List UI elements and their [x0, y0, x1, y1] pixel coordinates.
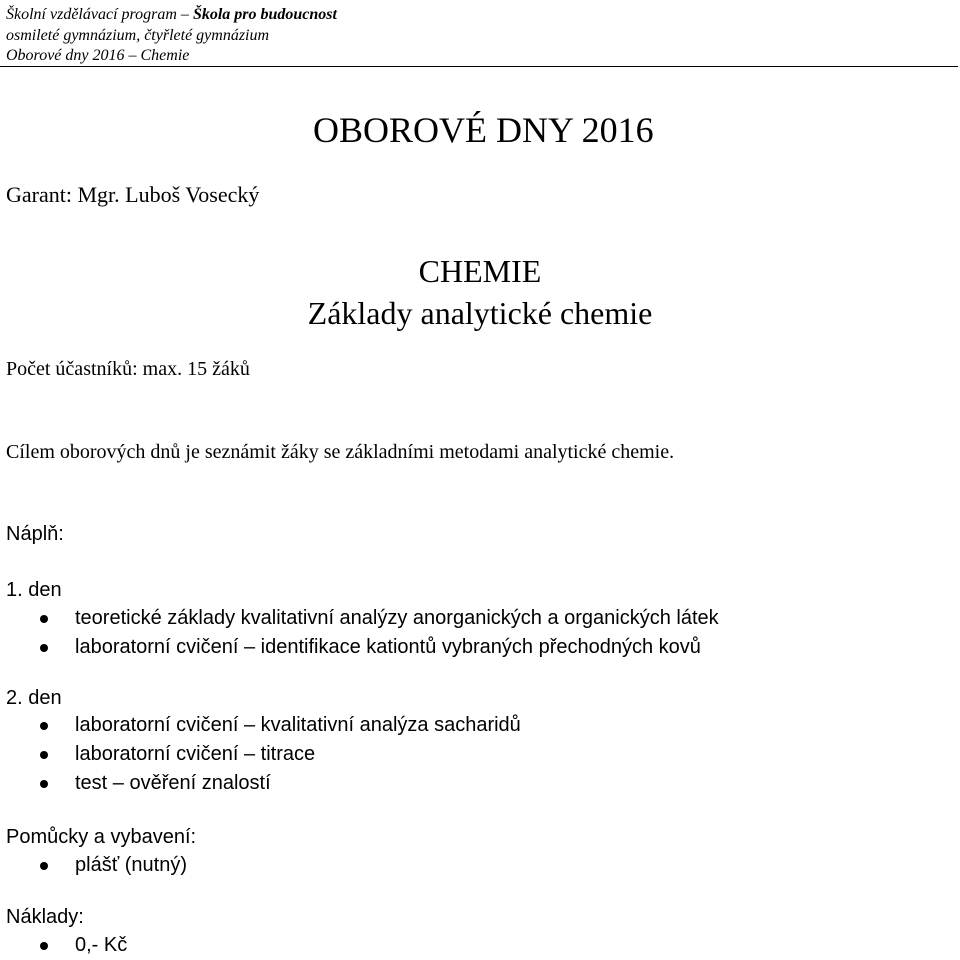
list-item	[38, 769, 521, 798]
day2-label: 2. den	[6, 687, 62, 709]
bullet-icon	[40, 751, 48, 759]
subject-name: CHEMIE	[418, 253, 542, 289]
list-item	[38, 851, 187, 880]
day1-list	[38, 604, 719, 662]
bullet-icon	[40, 644, 48, 652]
bullet-icon	[40, 722, 48, 730]
list-item-text: teoretické základy kvalitativní analýzy anorganických a organických látek	[75, 607, 719, 629]
list-item	[38, 931, 127, 960]
costs-label: Náklady:	[6, 906, 84, 928]
list-item	[38, 604, 719, 633]
garant-line: Garant: Mgr. Luboš Vosecký	[6, 182, 260, 207]
document-title: OBOROVÉ DNY 2016	[313, 110, 654, 150]
participants-count: Počet účastníků: max. 15 žáků	[6, 358, 250, 380]
list-item-text: laboratorní cvičení – kvalitativní analýza sacharidů	[75, 714, 521, 736]
subject-topic: Základy analytické chemie	[307, 295, 653, 331]
header-divider	[0, 66, 958, 67]
bullet-icon	[40, 780, 48, 788]
list-item-text: plášť (nutný)	[75, 854, 187, 876]
day1-label: 1. den	[6, 579, 62, 601]
list-item-text: test – ověření znalostí	[75, 772, 271, 794]
list-item-text: laboratorní cvičení – identifikace kationtů vybraných přechodných kovů	[75, 636, 701, 658]
bullet-icon	[40, 615, 48, 623]
list-item	[38, 740, 521, 769]
aim-paragraph: Cílem oborových dnů je seznámit žáky se základními metodami analytické chemie.	[6, 441, 675, 463]
header-program-prefix: Školní vzdělávací program –	[6, 6, 193, 23]
header-line-2: osmileté gymnázium, čtyřleté gymnázium	[6, 27, 270, 44]
bullet-icon	[40, 942, 48, 950]
bullet-icon	[40, 862, 48, 870]
list-item	[38, 711, 521, 740]
content-label: Náplň:	[6, 523, 64, 545]
equipment-label: Pomůcky a vybavení:	[6, 826, 197, 848]
list-item-text: 0,- Kč	[75, 934, 128, 956]
list-item-text: laboratorní cvičení – titrace	[75, 743, 316, 765]
list-item	[38, 633, 719, 662]
header-program-name: Škola pro budoucnost	[192, 6, 337, 23]
day2-list	[38, 711, 521, 798]
costs-list	[38, 931, 127, 960]
header-line-3: Oborové dny 2016 – Chemie	[6, 47, 190, 64]
equipment-list	[38, 851, 187, 880]
header-line-1	[6, 4, 337, 25]
